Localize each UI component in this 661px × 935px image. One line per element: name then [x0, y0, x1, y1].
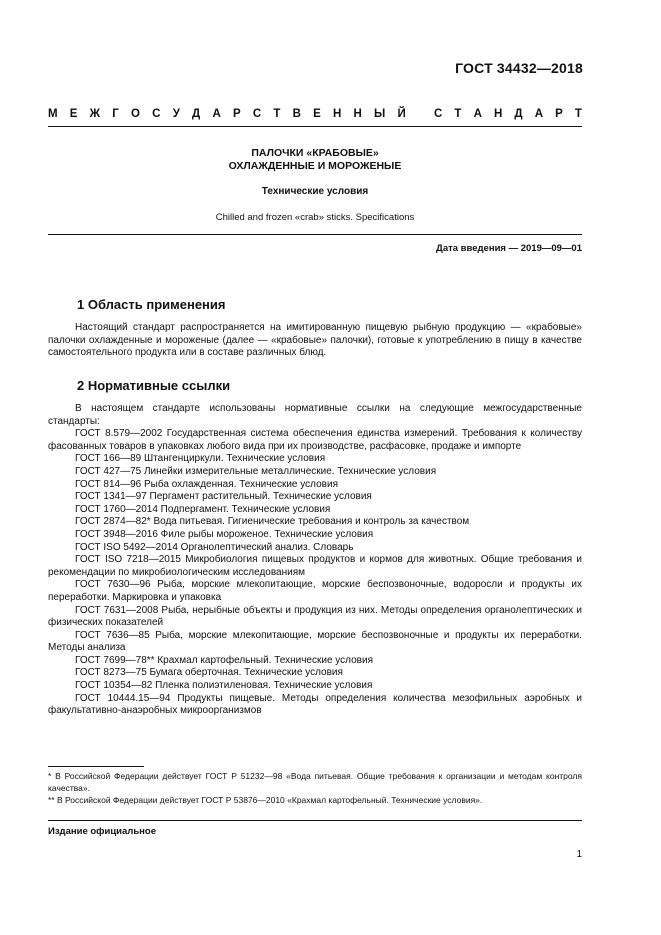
standard-word: С Т А Н Д А Р Т	[434, 108, 582, 120]
reference-item: ГОСТ 8.579—2002 Государственная система обеспечения единства измерений. Требования к количеству фасованных товаров в упаковках любого вида при их производстве, расфасовке, продаже и импорте	[48, 428, 582, 452]
references-intro: В настоящем стандарте использованы нормативные ссылки на следующие межгосударственные стандарты:	[48, 403, 582, 427]
reference-item: ГОСТ 1760—2014 Подпергамент. Технические условия	[75, 503, 331, 515]
reference-item: ГОСТ ISO 5492—2014 Органолептический анализ. Словарь	[75, 541, 354, 553]
reference-item: ГОСТ 7631—2008 Рыба, нерыбные объекты и продукция из них. Методы определения органолептических и физических показателей	[48, 604, 582, 629]
reference-item: ГОСТ ISO 7218—2015 Микробиология пищевых продуктов и кормов для животных. Общие требования и рекомендации по микробиологическим исследованиям	[48, 554, 582, 578]
section-1-paragraph: Настоящий стандарт распространяется на имитированную пищевую рыбную продукцию — «крабовые» палочки охлажденные и мороженые (далее — «крабовые» палочки), готовые к употреблению в пищу в качестве самостоятельного продукта или в составе различных блюд.	[48, 322, 582, 359]
footer-rule	[48, 820, 582, 821]
official-edition-label: Издание официальное	[48, 826, 156, 837]
reference-item: ГОСТ 2874—82* Вода питьевая. Гигиенические требования и контроль за качеством	[75, 516, 470, 528]
footnote-1: * В Российской Федерации действует ГОСТ Р 51232—98 «Вода питьевая. Общие требования к организации и методам контроля качества».	[48, 771, 582, 793]
header-rule	[48, 126, 582, 127]
reference-item: ГОСТ 8273—75 Бумага оберточная. Технические условия	[75, 667, 343, 679]
interstate-word: М Е Ж Г О С У Д А Р С Т В Е Н Н Ы Й	[48, 108, 406, 120]
page-number: 1	[576, 849, 582, 860]
document-title	[48, 147, 582, 173]
footnotes	[48, 770, 582, 806]
section-2-text	[48, 403, 582, 718]
reference-item: ГОСТ 166—89 Штангенциркули. Технические условия	[75, 453, 326, 465]
reference-item: ГОСТ 10444.15—94 Продукты пищевые. Методы определения количества мезофильных аэробных и факультативно-анаэробных микроорганизмов	[48, 692, 582, 717]
reference-item: ГОСТ 1341—97 Пергамент растительный. Технические условия	[75, 491, 372, 503]
standard-number: ГОСТ 34432—2018	[455, 60, 583, 76]
section-1-heading: 1 Область применения	[77, 297, 226, 312]
english-title: Chilled and frozen «crab» sticks. Specifications	[215, 212, 415, 223]
title-rule	[48, 234, 582, 235]
reference-item: ГОСТ 3948—2016 Филе рыбы мороженое. Технические условия	[75, 528, 374, 540]
section-1-text	[48, 322, 582, 360]
section-2-heading: 2 Нормативные ссылки	[77, 378, 231, 393]
reference-item: ГОСТ 7636—85 Рыба, морские млекопитающие, морские беспозвоночные и продукты их переработки. Методы анализа	[48, 629, 582, 654]
document-subtitle: Технические условия	[261, 186, 369, 197]
footnote-2: ** В Российской Федерации действует ГОСТ Р 53876—2010 «Крахмал картофельный. Технические условия».	[48, 795, 483, 805]
reference-item: ГОСТ 814—96 Рыба охлажденная. Технические условия	[75, 478, 338, 490]
reference-item: ГОСТ 7630—96 Рыба, морские млекопитающие, морские беспозвоночные, водоросли и продукты их переработки. Маркировка и упаковка	[48, 579, 582, 603]
reference-item: ГОСТ 7699—78** Крахмал картофельный. Технические условия	[75, 654, 373, 666]
title-line-2: ОХЛАЖДЕННЫЕ И МОРОЖЕНЫЕ	[228, 160, 402, 172]
introduction-date: Дата введения — 2019—09—01	[436, 243, 582, 254]
reference-item: ГОСТ 10354—82 Пленка полиэтиленовая. Технические условия	[75, 680, 373, 692]
footnote-rule	[48, 766, 144, 767]
title-line-1: ПАЛОЧКИ «КРАБОВЫЕ»	[251, 147, 379, 159]
interstate-standard-banner	[48, 108, 582, 120]
reference-item: ГОСТ 427—75 Линейки измерительные металлические. Технические условия	[75, 465, 437, 477]
